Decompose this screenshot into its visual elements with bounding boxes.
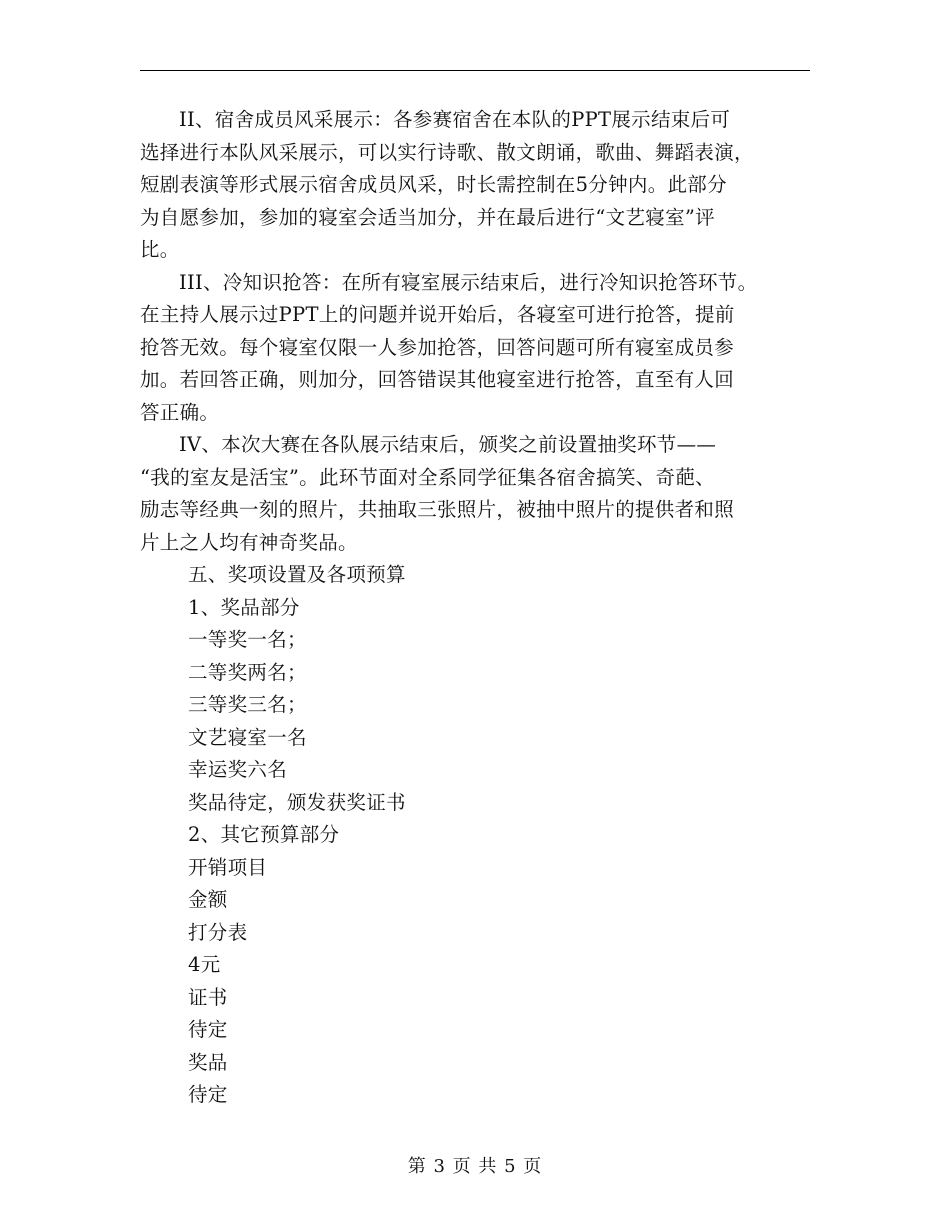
list-item: 待定 <box>188 1083 228 1106</box>
list-item: 奖品待定，颁发获奖证书 <box>188 790 406 814</box>
subheading-prizes: 1、奖品部分 <box>188 595 300 619</box>
list-item: 文艺寝室一名 <box>188 725 307 749</box>
paragraph-line: 为自愿参加，参加的寝室会适当加分，并在最后进行“文艺寝室”评 <box>140 205 715 229</box>
paragraph-line: “我的室友是活宝”。此环节面对全系同学征集各宿舍搞笑、奇葩、 <box>140 465 715 489</box>
paragraph-line: 加。若回答正确，则加分，回答错误其他寝室进行抢答，直至有人回 <box>140 368 735 391</box>
paragraph-dorm-showcase <box>140 104 820 267</box>
paragraph-line: 在主持人展示过PPT上的问题并说开始后，各寝室可进行抢答，提前 <box>140 303 735 326</box>
list-item: 证书 <box>188 985 228 1009</box>
paragraph-quiz <box>140 267 820 430</box>
document-body <box>140 104 820 1112</box>
paragraph-line: 选择进行本队风采展示，可以实行诗歌、散文朗诵，歌曲、舞蹈表演， <box>140 140 754 164</box>
page-number-footer: 第 3 页 共 5 页 <box>407 1156 543 1177</box>
list-item: 开销项目 <box>188 855 268 879</box>
paragraph-lottery <box>140 429 820 559</box>
list-item: 幸运奖六名 <box>188 758 288 781</box>
paragraph-line: IV、本次大赛在各队展示结束后，颁奖之前设置抽奖环节—— <box>179 433 717 456</box>
paragraph-line: 短剧表演等形式展示宿舍成员风采，时长需控制在5分钟内。此部分 <box>140 173 727 196</box>
paragraph-line: 比。 <box>140 238 180 261</box>
list-item: 待定 <box>188 1018 228 1041</box>
list-item: 4元 <box>188 953 221 976</box>
list-item: 奖品 <box>188 1050 228 1074</box>
list-item: 打分表 <box>188 920 248 944</box>
list-item: 金额 <box>188 888 228 911</box>
paragraph-line: 励志等经典一刻的照片，共抽取三张照片，被抽中照片的提供者和照 <box>140 498 735 521</box>
header-rule <box>140 70 810 71</box>
paragraph-line: III、冷知识抢答：在所有寝室展示结束后，进行冷知识抢答环节。 <box>179 270 758 294</box>
section-heading-awards: 五、奖项设置及各项预算 <box>188 563 406 586</box>
paragraph-line: II、宿舍成员风采展示：各参赛宿舍在本队的PPT展示结束后可 <box>179 108 731 131</box>
list-item: 一等奖一名； <box>188 628 307 651</box>
paragraph-line: 抢答无效。每个寝室仅限一人参加抢答，回答问题可所有寝室成员参 <box>140 335 735 359</box>
subheading-other-budget: 2、其它预算部分 <box>188 823 340 846</box>
list-item: 三等奖三名； <box>188 693 307 716</box>
list-item: 二等奖两名； <box>188 660 307 684</box>
paragraph-line: 答正确。 <box>140 400 220 424</box>
paragraph-line: 片上之人均有神奇奖品。 <box>140 530 358 554</box>
